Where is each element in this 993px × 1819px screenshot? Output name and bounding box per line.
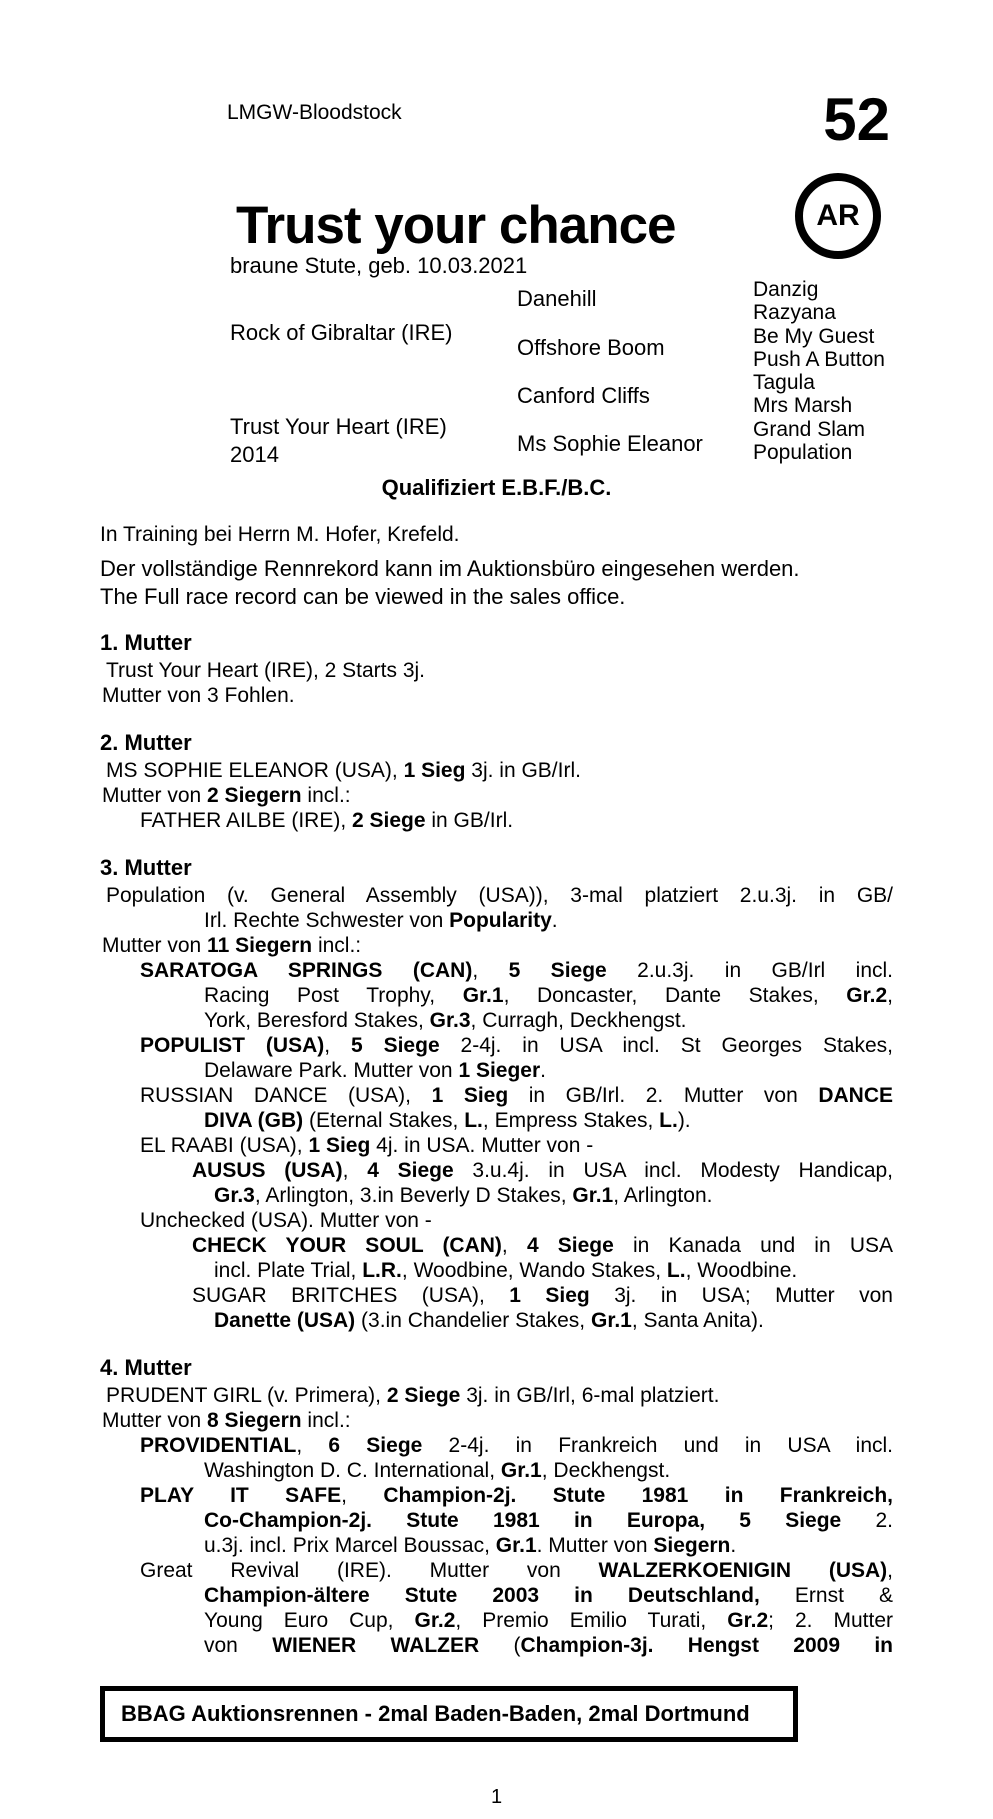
mutter-sections: [100, 630, 893, 1680]
pedigree-text-line: Mutter von 2 Siegern incl.:: [102, 784, 351, 807]
pedigree-text-line: Champion-ältere Stute 2003 in Deutschland, Ernst &: [204, 1584, 893, 1607]
pedigree-text-line: Gr.3, Arlington, 3.in Beverly D Stakes, Gr.1, Arlington.: [214, 1184, 713, 1207]
great-grandparent-name: Danzig: [753, 278, 819, 301]
pedigree-text-line: MS SOPHIE ELEANOR (USA), 1 Sieg 3j. in GB/Irl.: [106, 759, 581, 782]
pedigree-text-line: York, Beresford Stakes, Gr.3, Curragh, Deckhengst.: [204, 1009, 687, 1032]
mutter-section: [100, 1355, 893, 1658]
great-grandparent-name: Tagula: [753, 371, 815, 395]
pedigree-text-line: PROVIDENTIAL, 6 Siege 2-4j. in Frankreich und in USA incl.: [140, 1434, 894, 1457]
training-note: In Training bei Herrn M. Hofer, Krefeld.: [100, 523, 460, 546]
pedigree-text-line: EL RAABI (USA), 1 Sieg 4j. in USA. Mutter von -: [140, 1134, 594, 1157]
dam-name: Trust Your Heart (IRE): [230, 414, 447, 439]
auction-races-box: [100, 1686, 798, 1742]
pedigree-text-line: Racing Post Trophy, Gr.1, Doncaster, Dante Stakes, Gr.2,: [204, 984, 893, 1007]
race-record-note-de: Der vollständige Rennrekord kann im Auktionsbüro eingesehen werden.: [100, 556, 800, 581]
pedigree-text-line: CHECK YOUR SOUL (CAN), 4 Siege in Kanada und in USA: [192, 1234, 894, 1257]
great-grandparent-name: Grand Slam: [753, 417, 866, 441]
lot-number: 52: [823, 86, 890, 153]
pedigree-text-line: Population (v. General Assembly (USA)), 3-mal platziert 2.u.3j. in GB/: [106, 884, 893, 907]
pedigree-text-line: POPULIST (USA), 5 Siege 2-4j. in USA incl. St Georges Stakes,: [140, 1034, 893, 1057]
pedigree-text-line: PLAY IT SAFE, Champion-2j. Stute 1981 in Frankreich,: [140, 1484, 893, 1507]
pedigree-text-line: Mutter von 11 Siegern incl.:: [102, 934, 362, 957]
consignor-name: LMGW-Bloodstock: [227, 101, 402, 124]
pedigree-text-line: Mutter von 8 Siegern incl.:: [102, 1409, 351, 1432]
pedigree-text-line: RUSSIAN DANCE (USA), 1 Sieg in GB/Irl. 2. Mutter von DANCE: [140, 1084, 893, 1107]
pedigree-text-line: Unchecked (USA). Mutter von -: [140, 1209, 432, 1232]
pedigree-text-line: Co-Champion-2j. Stute 1981 in Europa, 5 Siege 2.: [204, 1509, 893, 1532]
qualification-note: Qualifiziert E.B.F./B.C.: [381, 475, 612, 500]
pedigree-text-line: Delaware Park. Mutter von 1 Sieger.: [204, 1059, 546, 1082]
mutter-section: [100, 730, 893, 833]
section-heading: 2. Mutter: [100, 730, 192, 755]
great-grandparent-name: Mrs Marsh: [753, 394, 853, 418]
great-grandparent-name: Be My Guest: [753, 324, 875, 348]
pedigree-text-line: von WIENER WALZER (Champion-3j. Hengst 2009 in: [204, 1634, 893, 1657]
pedigree-text-line: u.3j. incl. Prix Marcel Boussac, Gr.1. Mutter von Siegern.: [204, 1534, 737, 1557]
great-grandparent-name: Push A Button: [753, 347, 885, 371]
section-heading: 1. Mutter: [100, 630, 192, 655]
race-record-note: [100, 555, 800, 611]
section-heading: 3. Mutter: [100, 855, 192, 880]
dam-year: 2014: [230, 442, 279, 467]
ar-badge: [795, 173, 881, 259]
pedigree-text-line: AUSUS (USA), 4 Siege 3.u.4j. in USA incl. Modesty Handicap,: [192, 1159, 894, 1182]
pedigree-text-line: SUGAR BRITCHES (USA), 1 Sieg 3j. in USA; Mutter von: [192, 1284, 893, 1307]
section-heading: 4. Mutter: [100, 1355, 192, 1380]
pedigree-text-line: Mutter von 3 Fohlen.: [102, 684, 295, 707]
pedigree-text-line: FATHER AILBE (IRE), 2 Siege in GB/Irl.: [140, 809, 514, 832]
race-record-note-en: The Full race record can be viewed in the sales office.: [100, 584, 626, 609]
grandparent-name: Danehill: [517, 286, 597, 311]
pedigree-text-line: Irl. Rechte Schwester von Popularity.: [204, 909, 558, 932]
pedigree-text-line: SARATOGA SPRINGS (CAN), 5 Siege 2.u.3j. in GB/Irl incl.: [140, 959, 893, 982]
grandparent-name: Offshore Boom: [517, 335, 665, 360]
grandparent-name: Ms Sophie Eleanor: [517, 431, 703, 456]
pedigree-text-line: PRUDENT GIRL (v. Primera), 2 Siege 3j. in GB/Irl, 6-mal platziert.: [106, 1384, 720, 1407]
pedigree-text-line: Great Revival (IRE). Mutter von WALZERKOENIGIN (USA),: [140, 1559, 894, 1582]
great-grandparent-name: Razyana: [753, 301, 836, 325]
grandparent-name: Canford Cliffs: [517, 383, 650, 408]
dam-cell: [230, 413, 447, 469]
pedigree-text-line: Danette (USA) (3.in Chandelier Stakes, Gr.1, Santa Anita).: [214, 1309, 764, 1332]
pedigree-text-line: DIVA (GB) (Eternal Stakes, L., Empress Stakes, L.).: [204, 1109, 691, 1132]
pedigree-text-line: incl. Plate Trial, L.R., Woodbine, Wando Stakes, L., Woodbine.: [214, 1259, 798, 1282]
horse-name-title: Trust your chance: [236, 196, 676, 255]
pedigree-text-line: Washington D. C. International, Gr.1, Deckhengst.: [204, 1459, 671, 1482]
page-number: 1: [490, 1786, 503, 1808]
auction-races-text: BBAG Auktionsrennen - 2mal Baden-Baden, 2mal Dortmund: [121, 1701, 750, 1726]
sire-name: Rock of Gibraltar (IRE): [230, 320, 453, 345]
pedigree-text-line: Trust Your Heart (IRE), 2 Starts 3j.: [106, 659, 425, 682]
pedigree-text-line: Young Euro Cup, Gr.2, Premio Emilio Turati, Gr.2; 2. Mutter: [204, 1609, 893, 1632]
great-grandparent-name: Population: [753, 441, 853, 465]
ar-badge-label: AR: [816, 199, 860, 232]
great-grandparents-column: [753, 278, 885, 464]
mutter-section: [100, 630, 893, 708]
mutter-section: [100, 855, 893, 1333]
horse-description: braune Stute, geb. 10.03.2021: [230, 253, 528, 278]
